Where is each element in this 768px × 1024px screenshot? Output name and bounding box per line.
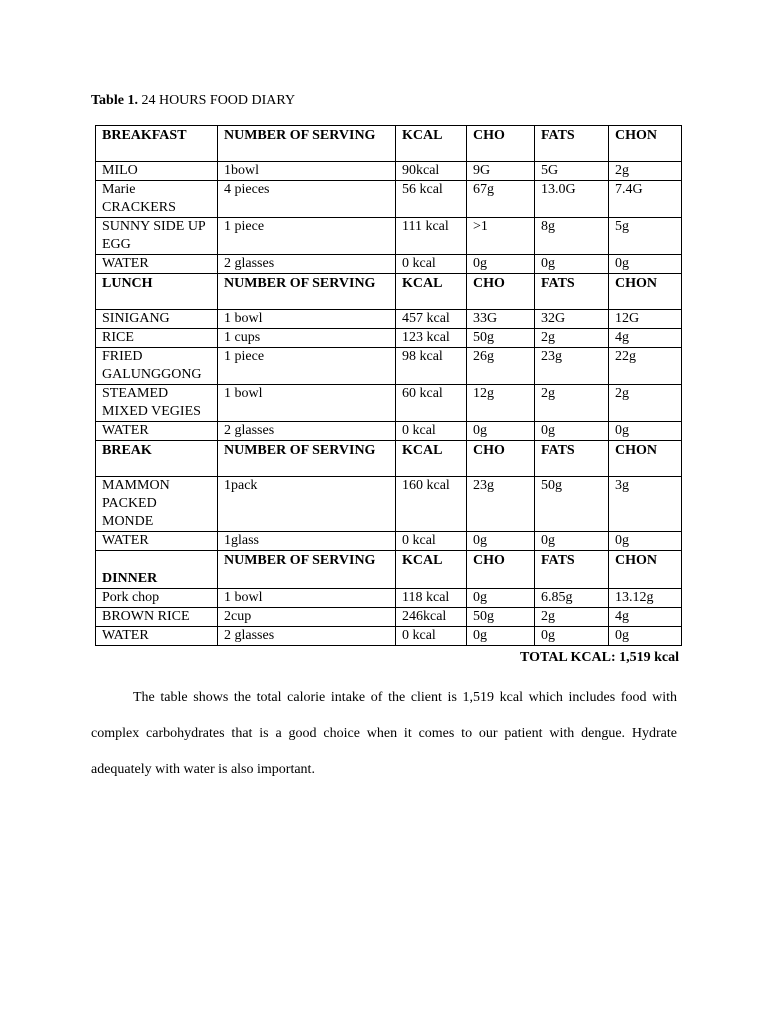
table-row [96, 348, 682, 385]
cell-chon: 2g [609, 385, 682, 422]
cell-serving: 1bowl [218, 162, 396, 181]
column-header-kcal: KCAL [396, 441, 467, 477]
table-row [96, 477, 682, 532]
section-title: LUNCH [96, 274, 218, 310]
cell-kcal: 0 kcal [396, 532, 467, 551]
column-header-kcal: KCAL [396, 126, 467, 162]
section-header-row [96, 551, 682, 589]
cell-chon: 0g [609, 627, 682, 646]
cell-kcal: 98 kcal [396, 348, 467, 385]
column-header-serving: NUMBER OF SERVING [218, 274, 396, 310]
cell-kcal: 457 kcal [396, 310, 467, 329]
cell-serving: 2cup [218, 608, 396, 627]
cell-serving: 1 bowl [218, 310, 396, 329]
cell-fats: 13.0G [535, 181, 609, 218]
cell-cho: 33G [467, 310, 535, 329]
column-header-fats: FATS [535, 274, 609, 310]
table-row [96, 162, 682, 181]
section-header-row [96, 126, 682, 162]
cell-kcal: 118 kcal [396, 589, 467, 608]
table-caption [91, 93, 295, 109]
total-kcal: TOTAL KCAL: 1,519 kcal [520, 650, 679, 665]
cell-chon: 0g [609, 422, 682, 441]
section-header-row [96, 274, 682, 310]
column-header-serving: NUMBER OF SERVING [218, 441, 396, 477]
cell-cho: >1 [467, 218, 535, 255]
cell-serving: 1 bowl [218, 589, 396, 608]
cell-serving: 1 cups [218, 329, 396, 348]
section-title: DINNER [96, 551, 218, 589]
cell-kcal: 0 kcal [396, 627, 467, 646]
cell-kcal: 246kcal [396, 608, 467, 627]
cell-cho: 0g [467, 627, 535, 646]
cell-chon: 12G [609, 310, 682, 329]
cell-chon: 3g [609, 477, 682, 532]
cell-serving: 2 glasses [218, 422, 396, 441]
cell-serving: 4 pieces [218, 181, 396, 218]
column-header-fats: FATS [535, 126, 609, 162]
table-row [96, 329, 682, 348]
food-diary-table [95, 125, 682, 646]
cell-cho: 26g [467, 348, 535, 385]
table-row [96, 627, 682, 646]
column-header-chon: CHON [609, 441, 682, 477]
cell-cho: 50g [467, 608, 535, 627]
cell-fats: 8g [535, 218, 609, 255]
cell-fats: 0g [535, 627, 609, 646]
column-header-chon: CHON [609, 274, 682, 310]
column-header-chon: CHON [609, 551, 682, 589]
section-title: BREAK [96, 441, 218, 477]
cell-kcal: 60 kcal [396, 385, 467, 422]
cell-chon: 2g [609, 162, 682, 181]
cell-food: WATER [96, 422, 218, 441]
cell-food: Pork chop [96, 589, 218, 608]
cell-kcal: 111 kcal [396, 218, 467, 255]
cell-serving: 1pack [218, 477, 396, 532]
cell-kcal: 123 kcal [396, 329, 467, 348]
cell-cho: 23g [467, 477, 535, 532]
section-title: BREAKFAST [96, 126, 218, 162]
cell-chon: 13.12g [609, 589, 682, 608]
column-header-serving: NUMBER OF SERVING [218, 126, 396, 162]
cell-serving: 1glass [218, 532, 396, 551]
cell-cho: 0g [467, 589, 535, 608]
cell-food: BROWN RICE [96, 608, 218, 627]
cell-fats: 0g [535, 422, 609, 441]
cell-fats: 2g [535, 329, 609, 348]
summary-paragraph: The table shows the total calorie intake of the client is 1,519 kcal which includes food with complex carbohydrates that is a good choice when it comes to our patient with dengue. Hydrate adequately with water is also important. [91, 690, 677, 777]
cell-fats: 32G [535, 310, 609, 329]
column-header-cho: CHO [467, 441, 535, 477]
cell-chon: 7.4G [609, 181, 682, 218]
table-row [96, 255, 682, 274]
cell-cho: 0g [467, 532, 535, 551]
cell-chon: 0g [609, 255, 682, 274]
column-header-fats: FATS [535, 441, 609, 477]
table-row [96, 218, 682, 255]
cell-fats: 0g [535, 532, 609, 551]
food-diary-body [96, 126, 682, 646]
column-header-cho: CHO [467, 551, 535, 589]
table-caption-label: Table 1. [91, 93, 138, 108]
column-header-kcal: KCAL [396, 274, 467, 310]
column-header-chon: CHON [609, 126, 682, 162]
cell-kcal: 56 kcal [396, 181, 467, 218]
cell-serving: 1 piece [218, 218, 396, 255]
cell-serving: 1 piece [218, 348, 396, 385]
cell-chon: 5g [609, 218, 682, 255]
cell-food: Marie CRACKERS [96, 181, 218, 218]
table-row [96, 385, 682, 422]
cell-fats: 2g [535, 385, 609, 422]
table-row [96, 310, 682, 329]
section-header-row [96, 441, 682, 477]
cell-cho: 0g [467, 255, 535, 274]
cell-food: STEAMED MIXED VEGIES [96, 385, 218, 422]
table-caption-title: 24 HOURS FOOD DIARY [141, 93, 296, 108]
table-row [96, 608, 682, 627]
column-header-cho: CHO [467, 274, 535, 310]
cell-fats: 50g [535, 477, 609, 532]
cell-fats: 2g [535, 608, 609, 627]
column-header-fats: FATS [535, 551, 609, 589]
cell-food: WATER [96, 255, 218, 274]
cell-cho: 0g [467, 422, 535, 441]
cell-fats: 23g [535, 348, 609, 385]
cell-cho: 9G [467, 162, 535, 181]
cell-food: MILO [96, 162, 218, 181]
cell-food: MAMMON PACKED MONDE [96, 477, 218, 532]
cell-food: SINIGANG [96, 310, 218, 329]
cell-serving: 2 glasses [218, 627, 396, 646]
cell-kcal: 0 kcal [396, 422, 467, 441]
cell-kcal: 0 kcal [396, 255, 467, 274]
cell-chon: 4g [609, 608, 682, 627]
table-row [96, 181, 682, 218]
cell-cho: 12g [467, 385, 535, 422]
cell-fats: 5G [535, 162, 609, 181]
cell-kcal: 90kcal [396, 162, 467, 181]
column-header-cho: CHO [467, 126, 535, 162]
cell-food: FRIED GALUNGGONG [96, 348, 218, 385]
cell-food: WATER [96, 627, 218, 646]
cell-fats: 0g [535, 255, 609, 274]
cell-kcal: 160 kcal [396, 477, 467, 532]
table-row [96, 589, 682, 608]
cell-chon: 4g [609, 329, 682, 348]
cell-serving: 1 bowl [218, 385, 396, 422]
cell-cho: 50g [467, 329, 535, 348]
cell-chon: 22g [609, 348, 682, 385]
column-header-kcal: KCAL [396, 551, 467, 589]
cell-chon: 0g [609, 532, 682, 551]
cell-food: SUNNY SIDE UP EGG [96, 218, 218, 255]
cell-food: RICE [96, 329, 218, 348]
table-row [96, 422, 682, 441]
cell-serving: 2 glasses [218, 255, 396, 274]
table-row [96, 532, 682, 551]
cell-food: WATER [96, 532, 218, 551]
cell-cho: 67g [467, 181, 535, 218]
column-header-serving: NUMBER OF SERVING [218, 551, 396, 589]
cell-fats: 6.85g [535, 589, 609, 608]
